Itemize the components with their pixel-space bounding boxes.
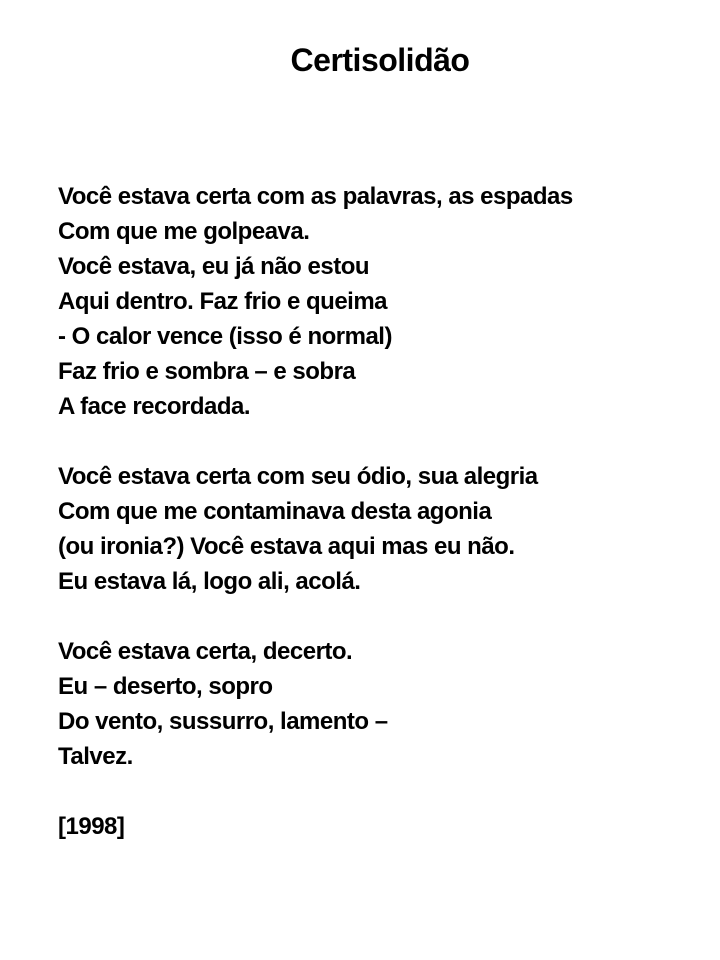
stanza-3 — [58, 634, 690, 774]
poem-line: Talvez. — [58, 743, 133, 770]
poem-line: Você estava, eu já não estou — [58, 253, 370, 280]
poem-line: Do vento, sussurro, lamento – — [58, 708, 388, 735]
poem-line: Eu – deserto, sopro — [58, 673, 273, 700]
poem-line: Com que me golpeava. — [58, 218, 310, 245]
poem-line: - O calor vence (isso é normal) — [58, 323, 392, 350]
year-note: [1998] — [58, 813, 125, 840]
poem-line: Faz frio e sombra – e sobra — [58, 358, 356, 385]
poem-line: Você estava certa com seu ódio, sua alegria — [58, 463, 538, 490]
poem-line: Aqui dentro. Faz frio e queima — [58, 288, 388, 315]
poem-line: (ou ironia?) Você estava aqui mas eu não. — [58, 533, 515, 560]
poem-line: Eu estava lá, logo ali, acolá. — [58, 568, 361, 595]
poem-title: Certisolidão — [290, 42, 470, 78]
stanza-2 — [58, 459, 690, 599]
poem-line: Você estava certa, decerto. — [58, 638, 353, 665]
poem-line: A face recordada. — [58, 393, 251, 420]
poem-line: Com que me contaminava desta agonia — [58, 498, 492, 525]
stanza-1 — [58, 179, 690, 424]
poem-line: Você estava certa com as palavras, as espadas — [58, 183, 573, 210]
poem-body — [58, 179, 690, 844]
